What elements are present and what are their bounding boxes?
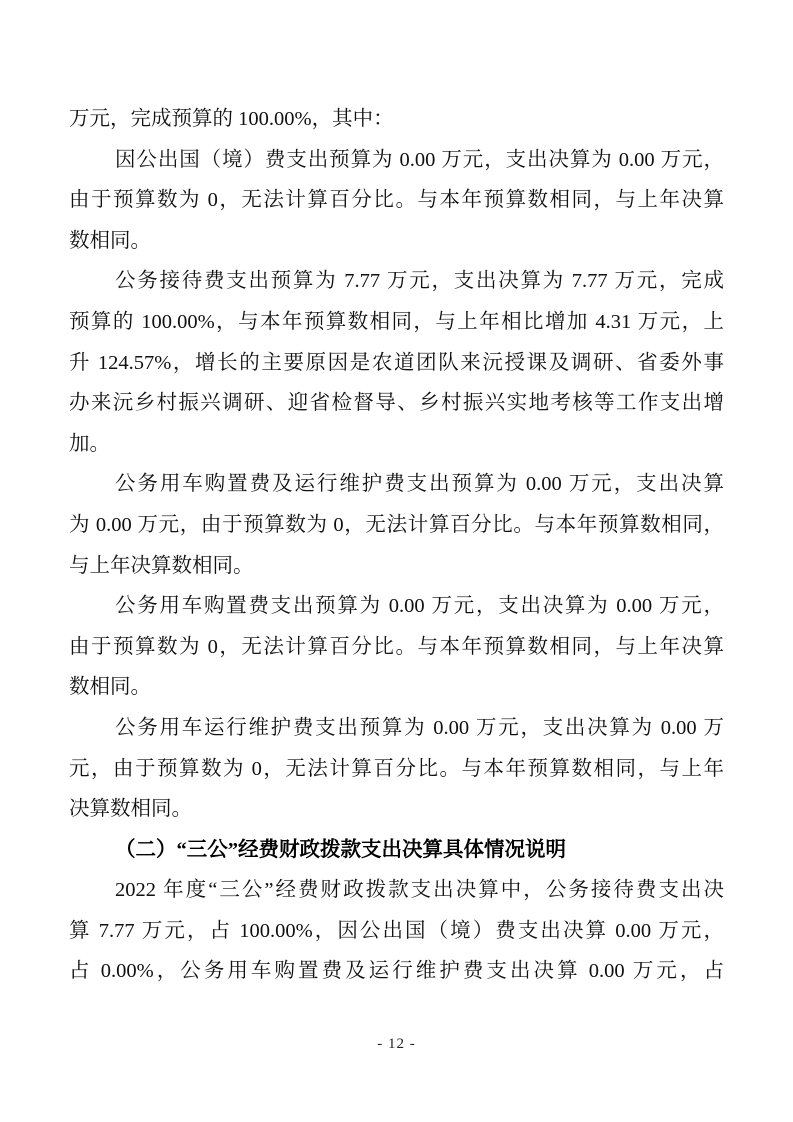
section-heading: （二）“三公”经费财政拨款支出决算具体情况说明: [115, 838, 566, 861]
text-line: 公务用车购置费及运行维护费支出预算为 0.00 万元，支出决算: [115, 473, 724, 496]
text-line: 办来沅乡村振兴调研、迎省检督导、乡村振兴实地考核等工作支出增: [69, 392, 724, 415]
text-line: 万元，完成预算的 100.00%，其中：: [69, 108, 394, 130]
text-line: 因公出国（境）费支出预算为 0.00 万元，支出决算为 0.00 万元，: [115, 148, 724, 171]
text-line: 算 7.77 万元，占 100.00%，因公出国（境）费支出决算 0.00 万元，: [69, 919, 724, 942]
text-line: 为 0.00 万元，由于预算数为 0，无法计算百分比。与本年预算数相同，: [69, 513, 724, 536]
text-line: 占 0.00%，公务用车购置费及运行维护费支出决算 0.00 万元，占: [69, 960, 724, 983]
text-line: 预算的 100.00%，与本年预算数相同，与上年相比增加 4.31 万元，上: [69, 310, 724, 333]
text-line: 加。: [69, 432, 110, 455]
text-line: 数相同。: [69, 229, 151, 252]
text-line: 元，由于预算数为 0，无法计算百分比。与本年预算数相同，与上年: [69, 757, 724, 780]
page-number: - 12 -: [377, 1036, 416, 1052]
text-line: 公务用车运行维护费支出预算为 0.00 万元，支出决算为 0.00 万: [115, 716, 724, 739]
text-line: 决算数相同。: [69, 798, 192, 821]
text-line: 由于预算数为 0，无法计算百分比。与本年预算数相同，与上年决算: [69, 189, 724, 212]
text-line: 与上年决算数相同。: [69, 554, 254, 577]
text-line: 公务用车购置费支出预算为 0.00 万元，支出决算为 0.00 万元，: [115, 595, 724, 618]
text-line: 由于预算数为 0，无法计算百分比。与本年预算数相同，与上年决算: [69, 635, 724, 658]
text-line: 数相同。: [69, 676, 151, 699]
document-body: [69, 99, 724, 992]
text-line: 2022 年度“三公”经费财政拨款支出决算中，公务接待费支出决: [115, 879, 724, 902]
text-line: 公务接待费支出预算为 7.77 万元，支出决算为 7.77 万元，完成: [115, 270, 724, 293]
text-line: 升 124.57%，增长的主要原因是农道团队来沅授课及调研、省委外事: [69, 351, 724, 374]
